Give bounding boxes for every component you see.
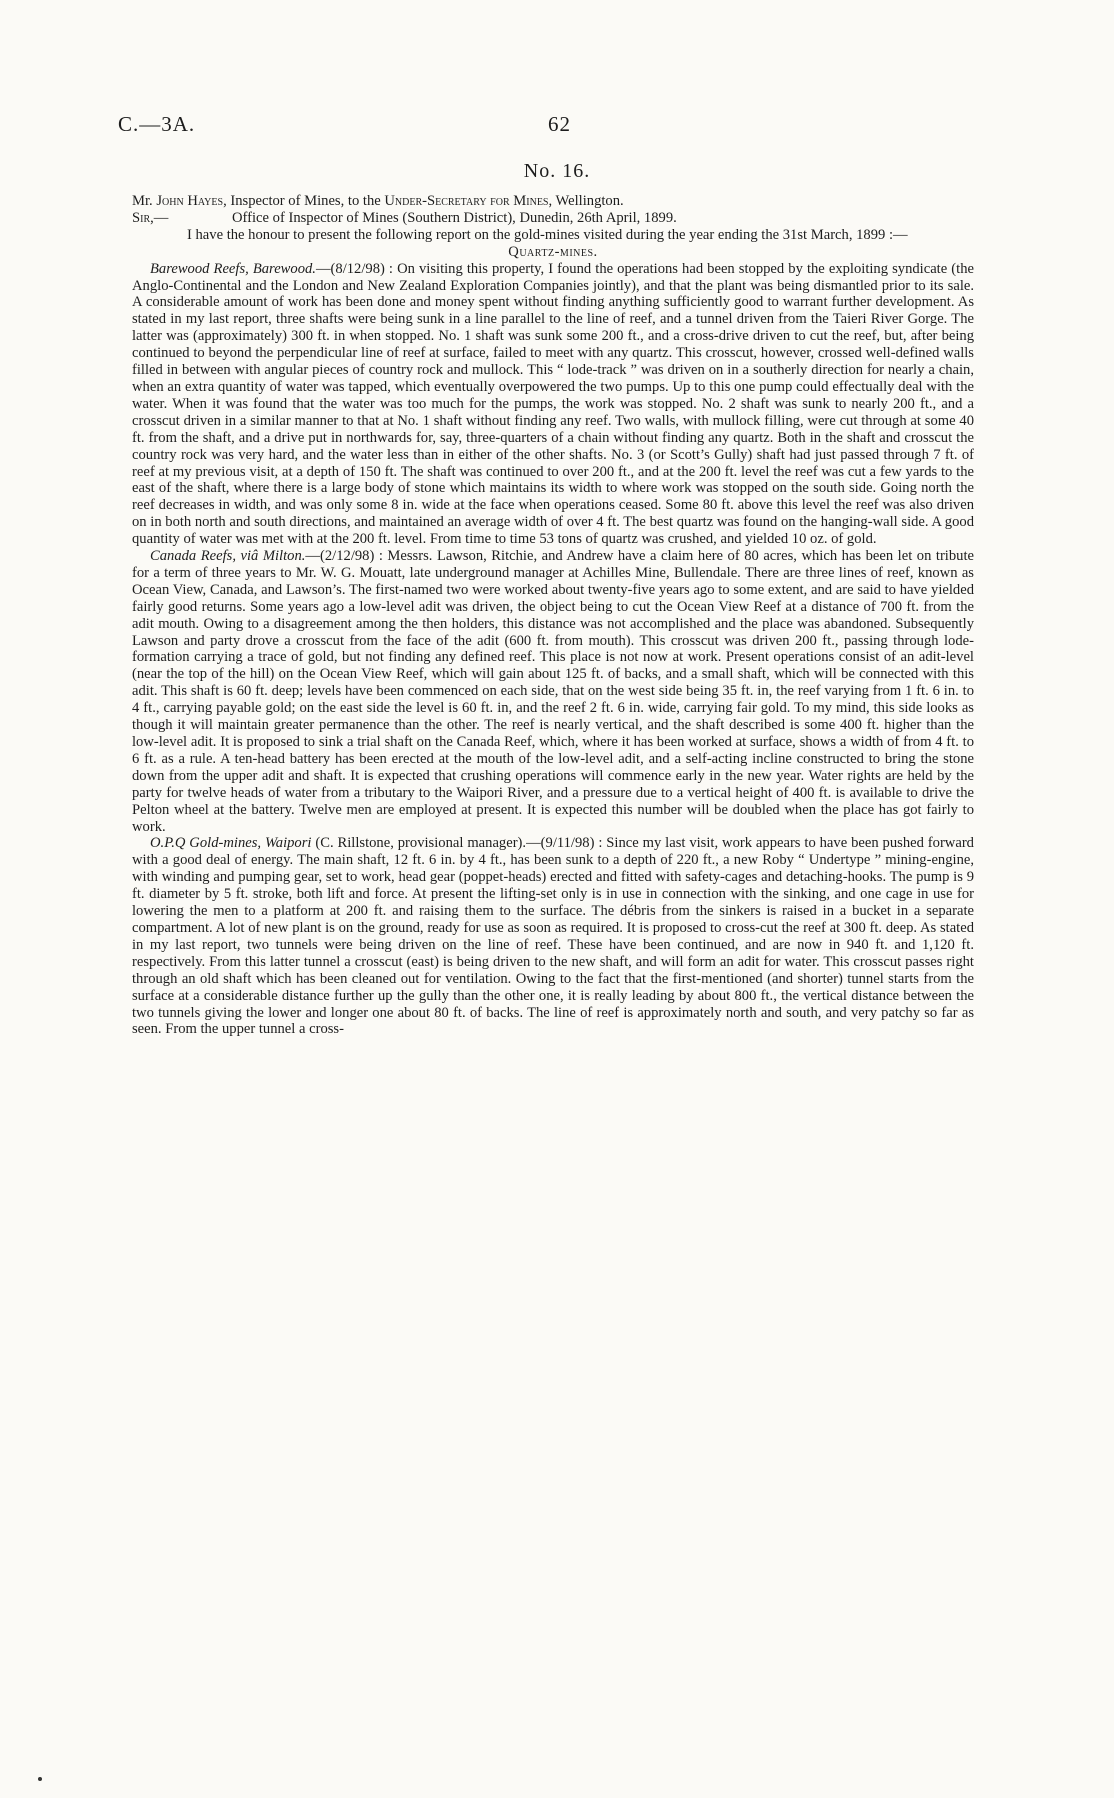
paragraph-lead: Canada Reefs, viâ Milton. [150, 548, 306, 565]
paragraph-text: Messrs. Lawson, Ritchie, and Andrew have a claim here of 80 acres, which has been let on tribute for a term of three years to Mr. W. G. Mouatt, late underground manager at Achilles Mine, Bullendale. There are three lines of reef, known as Ocean View, Canada, and Lawson’s. The first-named two were worked about twenty-five years ago to some extent, and are said to have yielded fairly good returns. Some years ago a low-level adit was driven, the object being to cut the Ocean View Reef at a distance of 700 ft. from the adit mouth. Owing to a disagreement among the then holders, this distance was not accomplished and the place was abandoned. Subsequently Lawson and party drove a crosscut from the face of the adit (600 ft. from mouth). This crosscut was driven 200 ft., passing through lode-formation carrying a trace of gold, but not finding any defined reef. This place is not now at work. Present operations consist of an adit-level (near the top of the hill) on the Ocean View Reef, which will gain about 125 ft. of backs, and a small shaft, which will be connected with this adit. This shaft is 60 ft. deep; levels have been commenced on each side, that on the west side being 35 ft. in, the reef varying from 1 ft. 6 in. to 4 ft., carrying payable gold; on the east side the level is 60 ft. in, and the reef 2 ft. 6 in. wide, carrying fair gold. To my mind, this side looks as though it will maintain greater permanence than the other. The reef is nearly vertical, and the shaft described is some 400 ft. higher than the low-level adit. It is proposed to sink a trial shaft on the Canada Reef, which, where it has been worked at surface, shows a width of from 4 ft. to 6 ft. as a rule. A ten-head battery has been erected at the mouth of the low-level adit, and a self-acting incline constructed to bring the stone down from the upper adit and shaft. It is expected that crushing operations will commence early in the new year. Water rights are held by the party for twelve heads of water from a tributary to the Waipori River, and a pressure due to a vertical height of 400 ft. is available to drive the Pelton wheel at the battery. Twelve men are employed at present. It is expected this number will be doubled when the place has got fairly to work. [132, 548, 974, 835]
page-number: 62 [548, 112, 571, 136]
paragraph-text: Since my last visit, work appears to have been pushed forward with a good deal of energy. The main shaft, 12 ft. 6 in. by 4 ft., has been sunk to a depth of 220 ft., a new Roby “ Undertype ” mining-engine, with winding and pumping gear, set to work, head gear (poppet-heads) erected and fitted with safety-cages and detaching-hooks. The pump is 9 ft. diameter by 5 ft. stroke, both lift and force. At present the lifting-set only is in use in connection with the sinking, and one cage in use for lowering the men to a platform at 200 ft. and raising them to the surface. The débris from the sinkers is raised in a bucket in a separate compartment. A lot of new plant is on the ground, ready for use as soon as required. It is proposed to cross-cut the reef at 300 ft. deep. As stated in my last report, two tunnels were being driven on the line of reef. These have been continued, and are now in 940 ft. and 1,120 ft. respectively. From this latter tunnel a crosscut (east) is being driven to the new shaft, and will form an adit for water. This crosscut passes right through an old shaft which has been cleaned out for ventilation. Owing to the fact that the first-mentioned (and shorter) tunnel starts from the surface at a considerable distance further up the gully than the other one, it is really leading by about 800 ft., the vertical distance between the two tunnels giving the lower and longer one about 80 ft. of backs. The line of reef is approximately north and south, and very patchy so far as seen. From the upper tunnel a cross- [132, 835, 974, 1038]
parliamentary-paper-code: C.—3A. [118, 112, 196, 136]
paragraph-date: —(2/12/98) : [305, 548, 383, 565]
paragraph-date: —(8/12/98) : [315, 260, 393, 277]
document-number: No. 16. [523, 160, 591, 182]
paragraph-date: (C. Rillstone, provisional manager).—(9/11/98) : [311, 835, 603, 852]
address-line [132, 193, 974, 210]
address-prefix: Mr. [132, 193, 157, 209]
letter-body [132, 193, 974, 1038]
salutation-row [132, 210, 974, 227]
report-paragraph-opq [132, 835, 974, 1038]
recipient-place: , Wellington. [548, 193, 624, 209]
paragraph-lead: O.P.Q Gold-mines, Waipori [150, 835, 312, 852]
paragraph-text: On visiting this property, I found the operations had been stopped by the exploiting syndicate (the Anglo-Continental and the London and New Zealand Exploration Companies jointly), and that the plant was being dismantled prior to its sale. A considerable amount of work has been done and money spent without finding anything sufficiently good to warrant further development. As stated in my last report, three shafts were being sunk in a line parallel to the line of reef, and a tunnel driven from the Taieri River Gorge. The latter was (approximately) 300 ft. in when stopped. No. 1 shaft was sunk some 200 ft., and a cross-drive driven to cut the reef, but, after being continued to beyond the perpendicular line of reef at surface, failed to meet with any quartz. This crosscut, however, crossed well-defined walls filled in between with angular pieces of country rock and mullock. This “ lode-track ” was driven on in a southerly direction for nearly a chain, when an extra quantity of water was tapped, which eventually overpowered the two pumps. Up to this one pump could effectually deal with the water. When it was found that the water was too much for the pumps, the work was stopped. No. 2 shaft was sunk to nearly 200 ft., and a crosscut driven in a similar manner to that at No. 1 shaft without finding any reef. Two walls, with mullock filling, were cut through at some 40 ft. from the shaft, and a drive put in northwards for, say, three-quarters of a chain without finding any quartz. Both in the shaft and crosscut the country rock was very hard, and the water less than in either of the other shafts. No. 3 (or Scott’s Gully) shaft had just passed through 7 ft. of reef at my previous visit, at a depth of 150 ft. The shaft was continued to over 200 ft., and at the 200 ft. level the reef was cut a few yards to the east of the shaft, where there is a large body of stone which maintains its width to where work was stopped on the south side. Going north the reef decreases in width, and was only some 8 in. wide at the face when operations ceased. Some 80 ft. above this level the reef was also driven on in both north and south directions, and maintained an average width of over 4 ft. The best quartz was found on the hanging-wall side. A good quantity of water was met with at the 200 ft. level. From time to time 53 tons of quartz was crushed, and yielded 10 oz. of gold. [132, 260, 974, 548]
scan-speck [38, 1777, 42, 1781]
recipient-title: Under-Secretary for Mines [384, 193, 549, 209]
author-role: , Inspector of Mines, to the [223, 193, 385, 209]
report-paragraph-barewood [132, 261, 974, 548]
paragraph-lead: Barewood Reefs, Barewood. [150, 260, 316, 277]
office-dateline: Office of Inspector of Mines (Southern District), Dunedin, 26th April, 1899. [232, 209, 677, 226]
salutation: Sir,— [132, 209, 169, 226]
intro-paragraph: I have the honour to present the following report on the gold-mines visited during the year ending the 31st March, 1899 :— [187, 226, 908, 243]
section-heading: Quartz-mines. [508, 243, 598, 260]
report-paragraph-canada [132, 548, 974, 835]
author-name: John Hayes [156, 193, 224, 209]
